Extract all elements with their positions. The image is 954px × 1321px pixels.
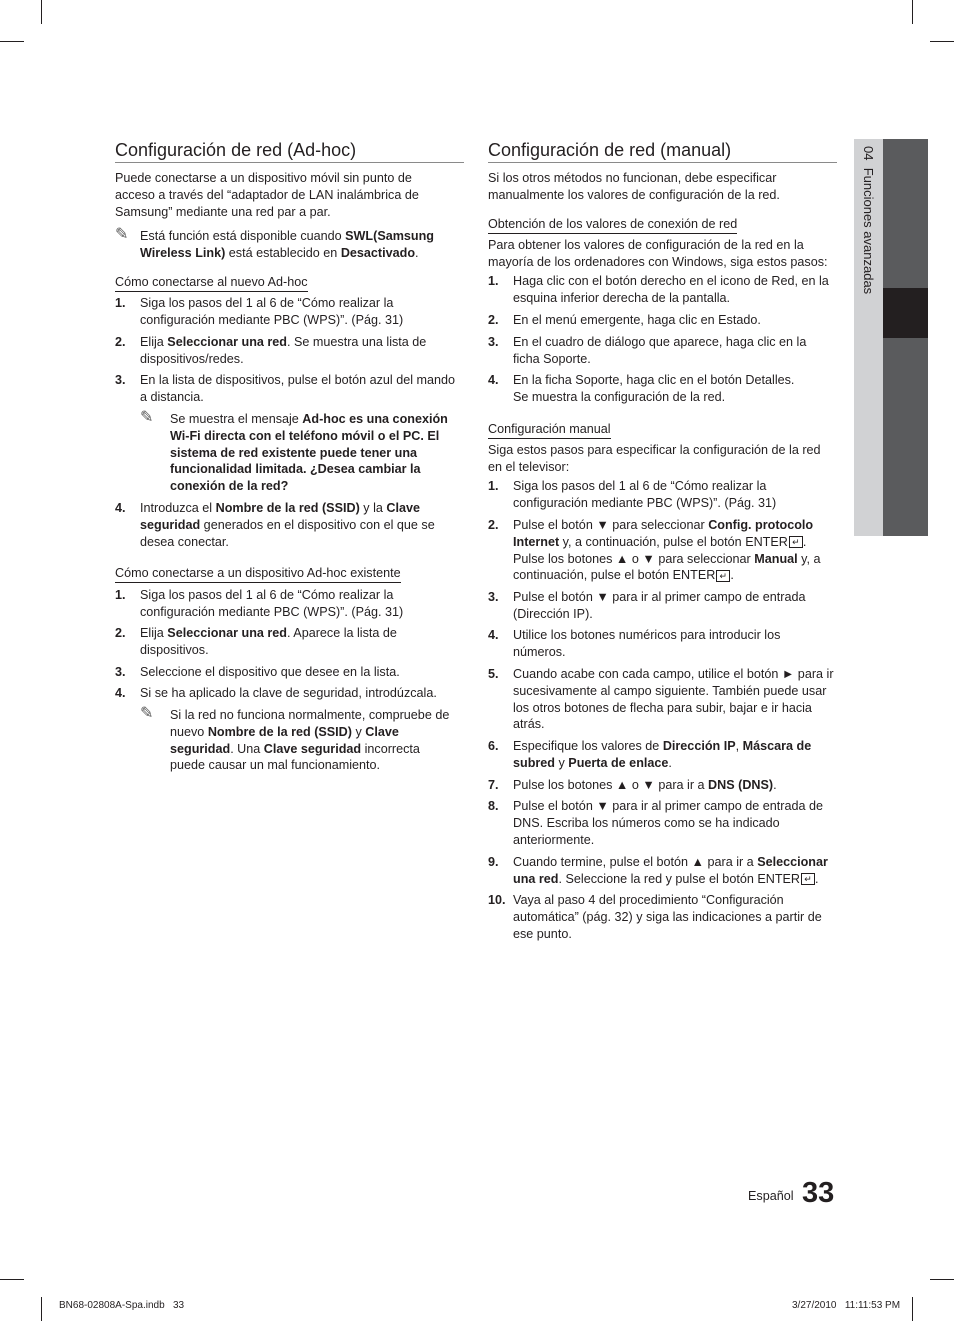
step-number: 4. <box>115 501 126 515</box>
step-number: 2. <box>488 518 499 532</box>
left-s1-step2: Elija Seleccionar una red. Se muestra una lista de dispositivos/redes. <box>140 335 427 366</box>
chapter-number: 04 <box>861 146 876 161</box>
step-number: 1. <box>488 479 499 493</box>
right-s1-step1: Haga clic con el botón derecho en el icono de Red, en la esquina inferior derecha de la pantalla. <box>513 274 829 305</box>
step-number: 8. <box>488 799 499 813</box>
left-s1-step4: Introduzca el Nombre de la red (SSID) y la Clave seguridad generados en el dispositivo con el que se desea conectar. <box>140 501 435 549</box>
note-pencil-icon: ✎ <box>140 409 154 426</box>
step-number: 1. <box>115 588 126 602</box>
crop-mark <box>41 1297 42 1321</box>
right-intro: Si los otros métodos no funcionan, debe especificar manualmente los valores de configuración de la red. <box>488 171 780 202</box>
note-pencil-icon: ✎ <box>140 705 154 722</box>
step-number: 4. <box>488 373 499 387</box>
enter-key-icon: ↵ <box>789 536 803 548</box>
enter-key-icon: ↵ <box>801 873 815 885</box>
right-subheading-2: Configuración manual <box>488 421 611 439</box>
right-s2-step10: Vaya al paso 4 del procedimiento “Configuración automática” (pág. 32) y siga las indicaciones a partir de ese punto. <box>513 893 822 941</box>
enter-key-icon: ↵ <box>716 570 730 582</box>
right-s2-step3: Pulse el botón ▼ para ir al primer campo de entrada (Dirección IP). <box>513 590 806 621</box>
left-note: Está función está disponible cuando SWL(Samsung Wireless Link) está establecido en Desactivado. <box>140 229 434 260</box>
step-number: 7. <box>488 778 499 792</box>
footer-timestamp: 3/27/2010 11:11:53 PM <box>792 1300 901 1311</box>
right-subheading-1: Obtención de los valores de conexión de red <box>488 216 737 234</box>
right-s2-step8: Pulse el botón ▼ para ir al primer campo de entrada de DNS. Escriba los números como se ha indicado anteriormente. <box>513 799 823 847</box>
left-intro: Puede conectarse a un dispositivo móvil sin punto de acceso a través del “adaptador de LAN inalámbrica de Samsung” mediante una red par a par. <box>115 171 419 219</box>
right-s2-step6: Especifique los valores de Dirección IP, Máscara de subred y Puerta de enlace. <box>513 739 812 770</box>
left-subheading-2: Cómo conectarse a un dispositivo Ad-hoc existente <box>115 565 401 583</box>
crop-mark <box>930 41 954 42</box>
left-subheading-1: Cómo conectarse al nuevo Ad-hoc <box>115 274 308 292</box>
side-tab-active <box>883 288 928 338</box>
crop-mark <box>0 1279 24 1280</box>
crop-mark <box>41 0 42 24</box>
step-number: 1. <box>488 274 499 288</box>
left-s2-step2: Elija Seleccionar una red. Aparece la lista de dispositivos. <box>140 626 397 657</box>
step-number: 2. <box>488 313 499 327</box>
step-number: 4. <box>115 686 126 700</box>
step-number: 3. <box>115 665 126 679</box>
right-title: Configuración de red (manual) <box>488 140 732 160</box>
right-s2-step4: Utilice los botones numéricos para introducir los números. <box>513 628 781 659</box>
title-rule <box>488 162 837 163</box>
step-number: 6. <box>488 739 499 753</box>
chapter-title: Funciones avanzadas <box>861 167 876 295</box>
page-language: Español <box>748 1189 794 1203</box>
right-s2-step2: Pulse el botón ▼ para seleccionar Config. protocolo Internet y, a continuación, pulse el botón ENTER ↵ . Pulse los botones ▲ o ▼ para seleccionar Manual y, a continuación, pulse el botón ENTER ↵ . <box>513 518 821 583</box>
crop-mark <box>930 1279 954 1280</box>
left-s2-step1: Siga los pasos del 1 al 6 de “Cómo realizar la configuración mediante PBC (WPS)”. (Pág. 31) <box>140 588 404 619</box>
right-s2-step5: Cuando acabe con cada campo, utilice el botón ► para ir sucesivamente al campo siguiente. También puede usar los otros botones de flecha para subir, bajar e ir hacia atrás. <box>513 667 834 732</box>
crop-mark <box>0 41 24 42</box>
page-number: 33 <box>802 1177 835 1209</box>
right-sub2-intro: Siga estos pasos para especificar la configuración de la red en el televisor: <box>488 443 821 474</box>
right-s2-step7: Pulse los botones ▲ o ▼ para ir a DNS (DNS). <box>513 778 777 792</box>
left-s2-note: Si la red no funciona normalmente, compruebe de nuevo Nombre de la red (SSID) y Clave seguridad. Una Clave seguridad incorrecta puede causar un mal funcionamiento. <box>170 708 450 773</box>
step-number: 3. <box>115 373 126 387</box>
left-s1-step1: Siga los pasos del 1 al 6 de “Cómo realizar la configuración mediante PBC (WPS)”. (Pág. 31) <box>140 296 404 327</box>
step-number: 2. <box>115 335 126 349</box>
step-number: 9. <box>488 855 499 869</box>
note-pencil-icon: ✎ <box>115 226 129 243</box>
step-number: 10. <box>488 893 506 907</box>
left-title: Configuración de red (Ad-hoc) <box>115 140 357 160</box>
footer-file: BN68-02808A-Spa.indb 33 <box>59 1300 185 1311</box>
step-number: 2. <box>115 626 126 640</box>
side-tab-label <box>861 146 876 294</box>
crop-mark <box>912 1297 913 1321</box>
right-s1-step4: En la ficha Soporte, haga clic en el botón Detalles. Se muestra la configuración de la red. <box>513 373 795 404</box>
step-number: 3. <box>488 335 499 349</box>
step-number: 3. <box>488 590 499 604</box>
right-s2-step1: Siga los pasos del 1 al 6 de “Cómo realizar la configuración mediante PBC (WPS)”. (Pág. 31) <box>513 479 777 510</box>
left-s2-step3: Seleccione el dispositivo que desee en la lista. <box>140 665 400 679</box>
right-sub1-intro: Para obtener los valores de configuración de la red en la mayoría de los ordenadores con Windows, siga estos pasos: <box>488 238 828 269</box>
step-number: 4. <box>488 628 499 642</box>
left-s2-step4: Si se ha aplicado la clave de seguridad, introdúzcala. <box>140 686 437 700</box>
step-number: 5. <box>488 667 499 681</box>
left-s1-note: Se muestra el mensaje Ad-hoc es una conexión Wi-Fi directa con el teléfono móvil o el PC. El sistema de red existente puede tener una funcionalidad limitada. ¿Desea cambiar la conexión de la red? <box>170 412 448 494</box>
crop-mark <box>912 0 913 24</box>
step-number: 1. <box>115 296 126 310</box>
right-s2-step9: Cuando termine, pulse el botón ▲ para ir a Seleccionar una red. Seleccione la red y pulse el botón ENTER ↵ . <box>513 855 828 886</box>
right-s1-step3: En el cuadro de diálogo que aparece, haga clic en la ficha Soporte. <box>513 335 807 366</box>
left-s1-step3: En la lista de dispositivos, pulse el botón azul del mando a distancia. <box>140 373 456 404</box>
title-rule <box>115 162 464 163</box>
right-s1-step2: En el menú emergente, haga clic en Estado. <box>513 313 761 327</box>
